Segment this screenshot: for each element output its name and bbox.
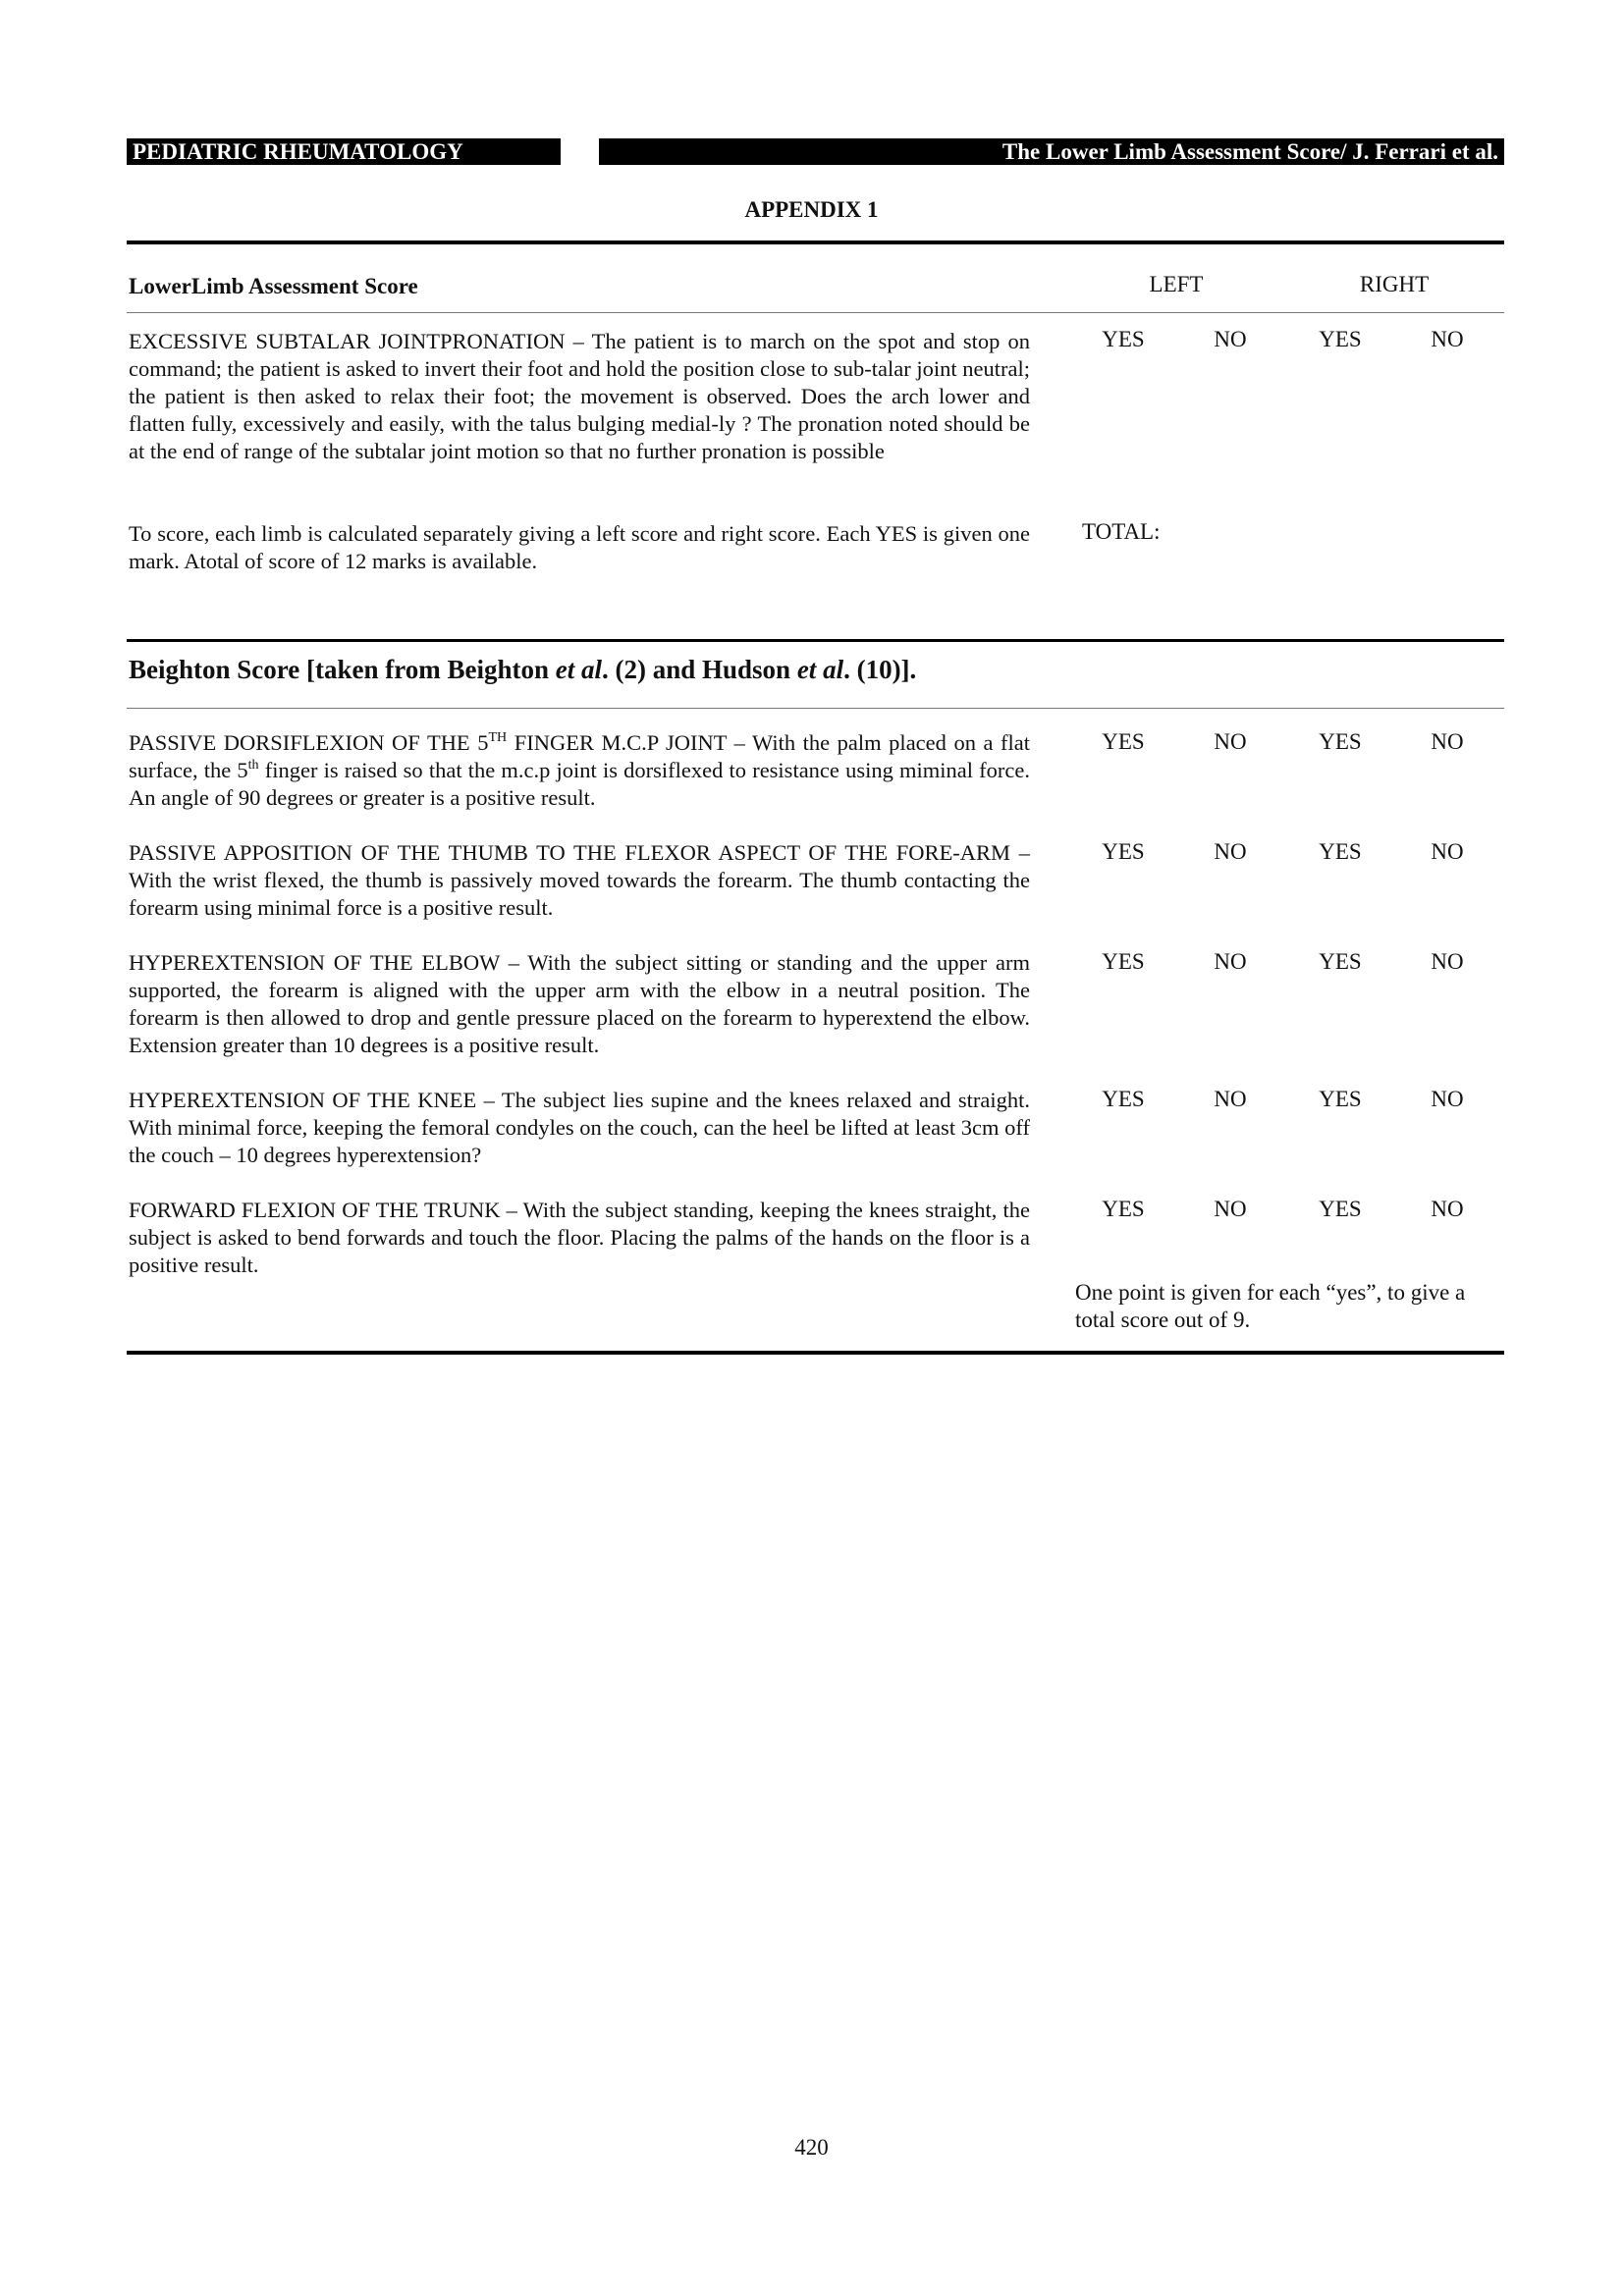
scoring-instructions: To score, each limb is calculated separately giving a left score and right score. Each YES is given one mark. Atotal of score of 12 marks is available. <box>129 521 1030 573</box>
beighton-item-thumb: PASSIVE APPOSITION OF THE THUMB TO THE FLEXOR ASPECT OF THE FORE-ARM – With the wrist flexed, the thumb is passively moved towards the forearm. The thumb contacting the forearm using minimal force is a positive result. <box>129 840 1030 920</box>
bottom-rule <box>127 1351 1504 1355</box>
left-no: NO <box>1214 1087 1247 1111</box>
left-yes: YES <box>1102 327 1145 351</box>
left-no: NO <box>1214 949 1247 974</box>
left-no: NO <box>1214 327 1247 351</box>
right-yes: YES <box>1319 949 1362 974</box>
left-yes: YES <box>1102 1087 1145 1111</box>
beighton-item-trunk: FORWARD FLEXION OF THE TRUNK – With the subject standing, keeping the knees straight, the subject is asked to bend forwards and touch the floor. Placing the palms of the hands on the floor is a positive result. <box>129 1198 1030 1277</box>
journal-section-header: PEDIATRIC RHEUMATOLOGY <box>127 138 561 165</box>
right-column-header: RIGHT <box>1359 272 1430 296</box>
section-rule <box>127 639 1504 642</box>
left-no: NO <box>1214 839 1247 864</box>
left-yes: YES <box>1102 729 1145 754</box>
right-no: NO <box>1431 1197 1464 1221</box>
right-yes: YES <box>1319 1087 1362 1111</box>
left-yes: YES <box>1102 839 1145 864</box>
subtalar-pronation-item: EXCESSIVE SUBTALAR JOINTPRONATION – The patient is to march on the spot and stop on command; the patient is asked to invert their foot and hold the position close to sub-talar joint neutral; the patient is then asked to relax their foot; the movement is observed. Does the arch lower and flatten fully, excessively and easily, with the talus bulging medial-ly ? The pronation noted should be at the end of range of the subtalar joint motion so that no further pronation is possible <box>129 329 1030 463</box>
right-yes: YES <box>1319 729 1362 754</box>
left-yes: YES <box>1102 949 1145 974</box>
right-yes: YES <box>1319 327 1362 351</box>
right-yes: YES <box>1319 1197 1362 1221</box>
beighton-item-finger: PASSIVE DORSIFLEXION OF THE 5TH FINGER M.C.P JOINT – With the palm placed on a flat surface, the 5th finger is raised so that the m.c.p joint is dorsiflexed to resistance using miminal force. An angle of 90 degrees or greater is a positive result. <box>129 730 1030 810</box>
page-number: 420 <box>794 2135 829 2160</box>
top-rule <box>127 240 1504 244</box>
beighton-item-knee: HYPEREXTENSION OF THE KNEE – The subject lies supine and the knees relaxed and straight. With minimal force, keeping the femoral condyles on the couch, can the heel be lifted at least 3cm off the couch – 10 degrees hyperextension? <box>129 1088 1030 1167</box>
left-no: NO <box>1214 729 1247 754</box>
left-column-header: LEFT <box>1149 272 1204 296</box>
beighton-title: Beighton Score [taken from Beighton et al. (2) and Hudson et al. (10)]. <box>129 655 917 684</box>
right-no: NO <box>1431 839 1464 864</box>
total-label: TOTAL: <box>1082 519 1161 544</box>
beighton-scoring-note: One point is given for each “yes”, to give a total score out of 9. <box>1075 1280 1466 1332</box>
right-yes: YES <box>1319 839 1362 864</box>
right-no: NO <box>1431 1087 1464 1111</box>
right-no: NO <box>1431 949 1464 974</box>
header-divider <box>127 312 1504 313</box>
lower-limb-title: LowerLimb Assessment Score <box>129 274 418 298</box>
left-yes: YES <box>1102 1197 1145 1221</box>
beighton-item-elbow: HYPEREXTENSION OF THE ELBOW – With the subject sitting or standing and the upper arm supported, the forearm is aligned with the upper arm with the elbow in a neutral position. The forearm is then allowed to drop and gentle pressure placed on the forearm to hyperextend the elbow. Extension greater than 10 degrees is a positive result. <box>129 950 1030 1057</box>
left-no: NO <box>1214 1197 1247 1221</box>
right-no: NO <box>1431 327 1464 351</box>
running-title-header: The Lower Limb Assessment Score/ J. Ferrari et al. <box>599 138 1504 165</box>
appendix-title: APPENDIX 1 <box>744 197 879 222</box>
right-no: NO <box>1431 729 1464 754</box>
beighton-divider <box>127 708 1504 709</box>
